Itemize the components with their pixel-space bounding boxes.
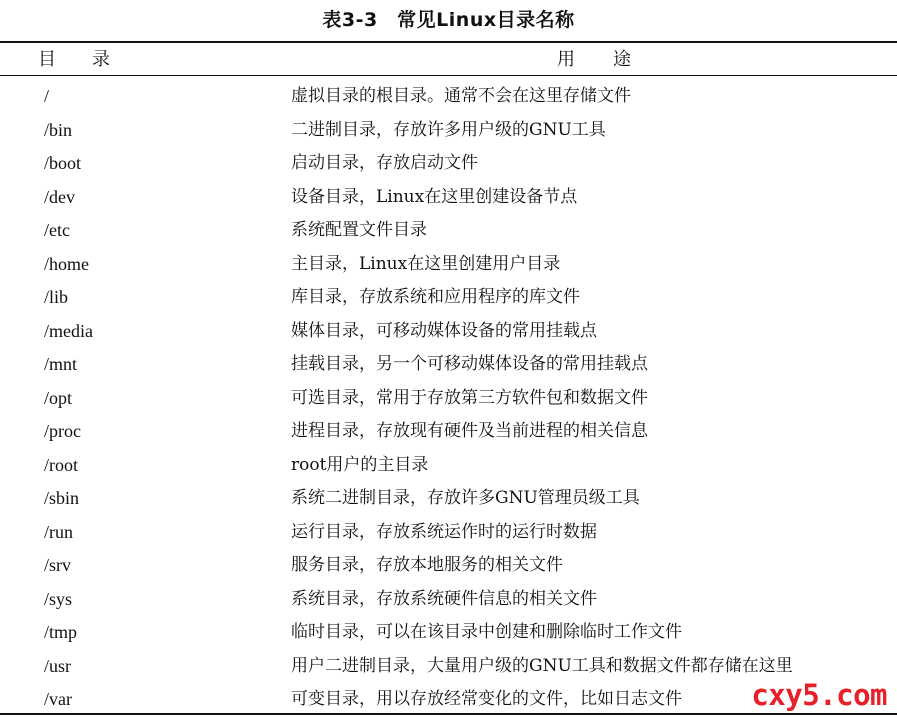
column-header-purpose: 用途: [557, 49, 669, 70]
directory-cell: /proc: [44, 421, 81, 441]
directory-cell: /opt: [44, 387, 73, 408]
directory-cell: /media: [44, 320, 93, 341]
purpose-cell: 系统配置文件目录: [291, 220, 427, 240]
purpose-cell: 媒体目录，可移动媒体设备的常用挂载点: [291, 320, 597, 341]
table-header-rule: [0, 75, 897, 76]
table-row: [0, 315, 897, 349]
table-row: [0, 382, 897, 416]
directory-cell: /srv: [44, 555, 71, 575]
directory-cell: /dev: [44, 186, 75, 207]
table-top-rule: [0, 41, 897, 43]
table-row: [0, 449, 897, 483]
table-row: [0, 516, 897, 550]
directory-cell: /tmp: [44, 622, 78, 642]
table-row: [0, 549, 897, 583]
table-row: [0, 147, 897, 181]
table-row: [0, 415, 897, 449]
purpose-cell: 虚拟目录的根目录。通常不会在这里存储文件: [291, 86, 631, 106]
purpose-cell: 启动目录，存放启动文件: [291, 153, 478, 173]
purpose-cell: 用户二进制目录，大量用户级的GNU工具和数据文件都存储在这里: [291, 655, 793, 676]
directory-cell: /mnt: [44, 354, 78, 374]
purpose-cell: 可变目录，用以存放经常变化的文件，比如日志文件: [291, 689, 682, 709]
table-row: [0, 114, 897, 148]
directory-cell: /home: [44, 253, 89, 274]
purpose-cell: 临时目录，可以在该目录中创建和删除临时工作文件: [291, 622, 682, 642]
table-row: [0, 214, 897, 248]
table-bottom-rule: [0, 713, 897, 715]
table-row: [0, 616, 897, 650]
purpose-cell: root用户的主目录: [291, 454, 429, 475]
table-caption: 表3-3 常见Linux目录名称: [322, 9, 575, 31]
purpose-cell: 挂载目录，另一个可移动媒体设备的常用挂载点: [291, 354, 648, 374]
table-row: [0, 281, 897, 315]
directory-cell: /run: [44, 521, 73, 542]
table-row: [0, 482, 897, 516]
directory-cell: /: [44, 86, 50, 106]
table-row: [0, 181, 897, 215]
purpose-cell: 库目录，存放系统和应用程序的库文件: [291, 287, 580, 307]
purpose-cell: 系统二进制目录，存放许多GNU管理员级工具: [291, 488, 640, 508]
table-row: [0, 248, 897, 282]
purpose-cell: 设备目录，Linux在这里创建设备节点: [291, 186, 578, 207]
directory-cell: /lib: [44, 287, 69, 307]
purpose-cell: 可选目录，常用于存放第三方软件包和数据文件: [291, 387, 648, 408]
table-row: [0, 80, 897, 114]
directory-cell: /sys: [44, 588, 73, 609]
table-row: [0, 348, 897, 382]
table-row: [0, 583, 897, 617]
directory-cell: /usr: [44, 655, 71, 676]
column-header-directory: 目录: [38, 49, 146, 70]
directory-cell: /boot: [44, 153, 82, 173]
directory-cell: /root: [44, 454, 78, 475]
site-watermark: cxy5.com: [747, 678, 891, 712]
purpose-cell: 主目录，Linux在这里创建用户目录: [291, 253, 561, 274]
directory-cell: /bin: [44, 119, 73, 140]
purpose-cell: 运行目录，存放系统运作时的运行时数据: [291, 521, 597, 542]
table-body: [0, 80, 897, 717]
directory-cell: /etc: [44, 220, 70, 240]
purpose-cell: 二进制目录，存放许多用户级的GNU工具: [291, 119, 606, 140]
purpose-cell: 系统目录，存放系统硬件信息的相关文件: [291, 588, 597, 609]
purpose-cell: 进程目录，存放现有硬件及当前进程的相关信息: [291, 421, 648, 441]
directory-cell: /sbin: [44, 488, 80, 508]
directory-cell: /var: [44, 689, 72, 709]
purpose-cell: 服务目录，存放本地服务的相关文件: [291, 555, 563, 575]
